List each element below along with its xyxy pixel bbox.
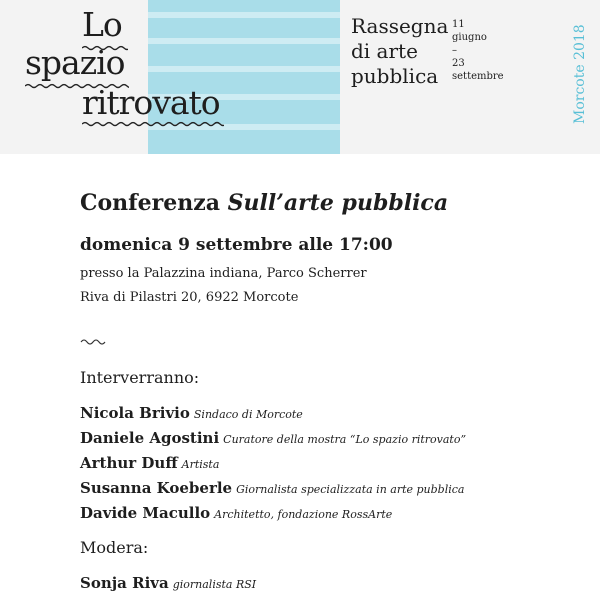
tilde-divider [80, 337, 106, 345]
vertical-place-year: Morcote 2018 [572, 24, 588, 124]
header-banner [0, 0, 600, 154]
speaker-row: Nicola Brivio Sindaco di Morcote [80, 404, 303, 422]
conference-title: Conferenza Sull’arte pubblica [80, 190, 449, 216]
venue-line-2: Riva di Pilastri 20, 6922 Morcote [80, 290, 299, 305]
speakers-heading: Interverranno: [80, 368, 200, 387]
title-line-2: spazio [25, 43, 125, 82]
wavy-underline [25, 83, 129, 89]
date-range: 11 giugno – 23 settembre [452, 19, 504, 82]
venue-line-1: presso la Palazzina indiana, Parco Scherrer [80, 266, 367, 281]
speaker-row: Daniele Agostini Curatore della mostra “Lo spazio ritrovato” [80, 429, 467, 447]
speaker-row: Susanna Koeberle Giornalista specializzata in arte pubblica [80, 479, 465, 497]
rassegna-label: Rassegna di arte pubblica [351, 14, 449, 88]
title-line-3: ritrovato [82, 83, 220, 122]
wavy-underline [82, 121, 224, 127]
moderator-row: Sonja Riva giornalista RSI [80, 574, 257, 592]
event-datetime: domenica 9 settembre alle 17:00 [80, 235, 393, 255]
speaker-row: Davide Macullo Architetto, fondazione RossArte [80, 504, 393, 522]
blue-texture-block [148, 0, 340, 154]
title-line-1: Lo [82, 5, 122, 44]
wavy-underline [82, 45, 128, 51]
moderator-heading: Modera: [80, 538, 149, 557]
speaker-row: Arthur Duff Artista [80, 454, 220, 472]
